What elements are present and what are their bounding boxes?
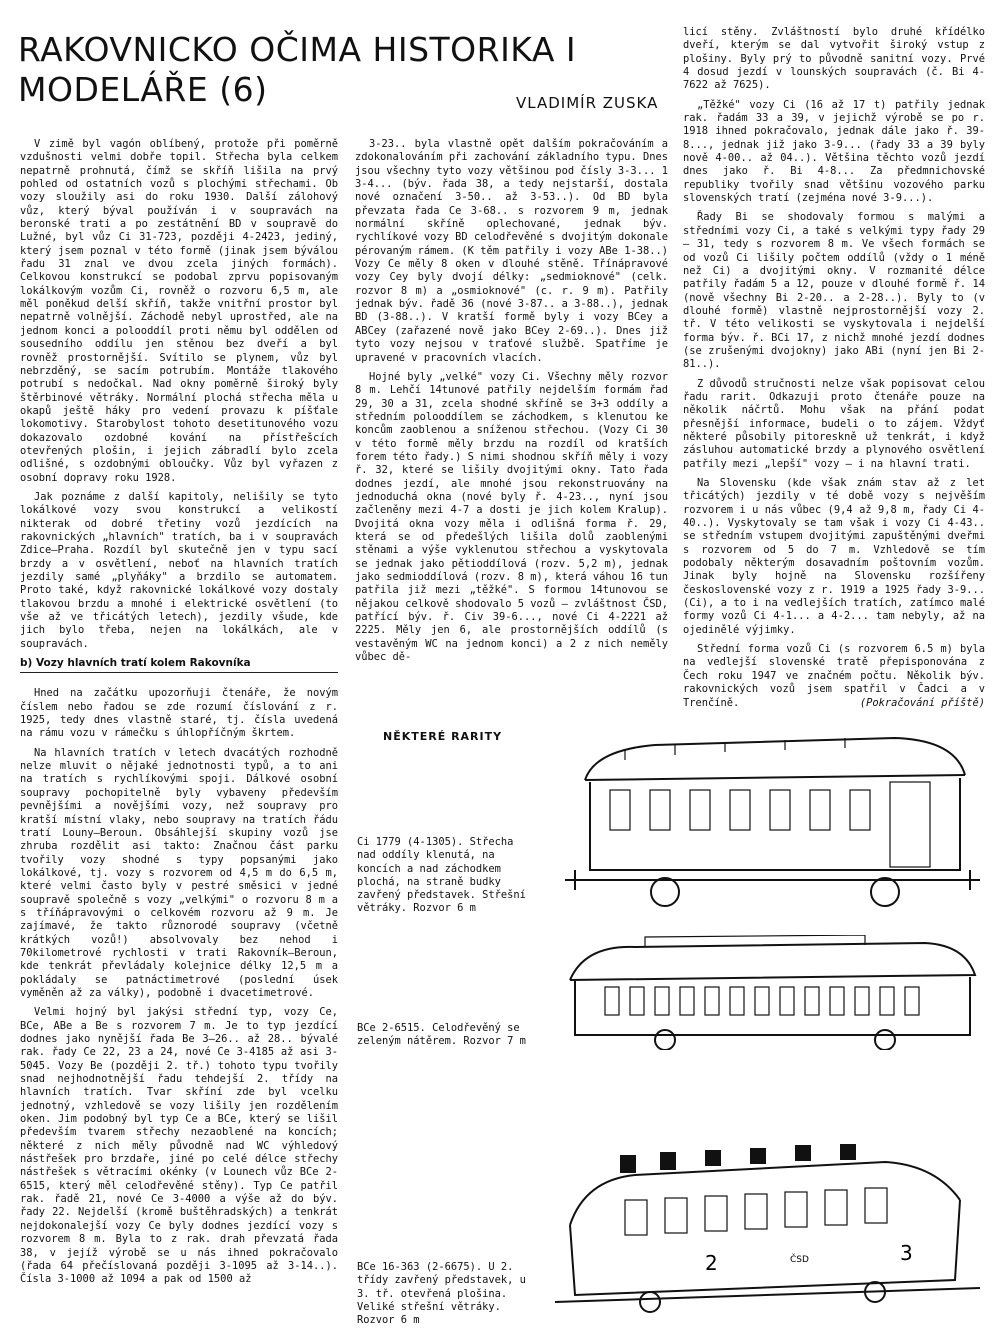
paragraph: Hojné byly „velké" vozy Ci. Všechny měly rozvor 8 m. Lehčí 14tunové patřily nejdelším formám řad 29, 30 a 31, zcela shodné skříně se 3+3 oddíly a středním polooddílem se záchodkem, s klenutou ke koncům zaoblenou a sníženou střechou. (Vozy Ci 30 v této formě měly brzdu na rozdíl od kratších forem této řady.) S nimi shodnou skříň měly i vozy ř. 32, které se lišily dvojitými okny. Tato řada dodnes jezdí, ale mnohé jsou rekonstruovány na jednoduchá okna (nové byly ř. 4-23.., nyní jsou začleněny mezi 4-7 a dosti je jich kolem Kralup). Dvojitá okna vozy měla i odlišná forma ř. 29, která se od předešlých lišila dolů zaoblenými stěnami a výše vyklenutou střechou a vyskytovala se jednak jako pětioddílová (rozv. 5,2 m), jednak jako sedmioddílová (rozv. 8 m), která váhou 16 tun patřila již mezi „těžké". S formou 14tunovou se nějakou celkově shodovalo 5 vozů — zvláštnost ČSD, patřící býv. ř. Civ 39-6..., nové Ci 4-2221 až 2225. Měly jen 6, ale prostornějších oddílů (s vestavěným WC na jednom konci) a 2 z nich neměly vůbec dě- [355, 370, 668, 664]
paragraph [683, 643, 985, 710]
section-heading: b) Vozy hlavních tratí kolem Rakovníka [20, 657, 338, 673]
article-title: RAKOVNICKO OČIMA HISTORIKA I MODELÁŘE (6) [18, 30, 577, 109]
sketch-mark-csd: ČSD [790, 1255, 809, 1265]
column-3 [683, 26, 985, 716]
paragraph-text: Střední forma vozů Ci (s rozvorem 6.5 m) byla na vedlejší slovenské tratě přepisponována z Čech roku 1947 ve značném počtu. Několik býv. rakovnických vozů jsem spatřil v Čadci a v Trenčíně. [683, 643, 985, 709]
caption-ci-1779: Ci 1779 (4-1305). Střecha nad oddíly klenutá, na koncích a nad záchodkem plochá, na straně budky zavřený představek. Střešní větráky. Rozvor 6 m [357, 836, 526, 915]
coach-sketch-bce-2-6515 [565, 935, 985, 1050]
paragraph: Z důvodů stručnosti nelze však popisovat celou řadu rarit. Odkazuji proto čtenáře pouze na několik náčrtů. Mohu však na přání podat přesnější informace, budeli o to zájem. Vždyť některé působily pitoreskně už tenkrát, i když zásluhou automatické brzdy a plynového osvětlení patřily mezi „lepší" vozy — i na hlavní trati. [683, 377, 985, 470]
sketch-mark-3: 3 [900, 1241, 913, 1265]
paragraph: 3-23.. byla vlastně opět dalším pokračováním a zdokonalováním při zachování základního typu. Dnes jsou všechny tyto vozy většinou pod čísly 3-3... 1 3-4... (býv. řada 38, a tedy nejstarší, dostala nové označení 3-50.. až 3-53..). Od BD byla převzata řada Ce 3-68.. s rozvorem 9 m, jednak normální skříně oplechované, jednak býv. rychlíkové vozy BD celodřevěné s dvojitým dokonale pérovaným rámem. (K těm patřily i vozy ABe 1-38..) Vozy Ce měly 8 oken v dlouhé stěně. Třínápravové vozy Cey byly dvojí délky: „sedmioknové" (celk. rozvor 8 m) a „osmioknové" (c. r. 9 m). Patřily jednak býv. řadě 36 (nové 3-87.. a 3-88..), jednak BD (3-88..). V kratší formě byly i vozy BCey a ABCey (zařazené nově jako BCey 2-69..). Dnes již tyto vozy nejsou v traťové službě. Spatříme je upravené v pracovních vlacích. [355, 138, 668, 364]
paragraph: Na Slovensku (kde však znám stav až z let třicátých) jezdily v té době vozy s nejvěším rozvorem i u nás vůbec (9,4 až 9,8 m, řady Ci 4-40..). Vyskytovaly se tam však i vozy Ci 4-43.. se středním vstupem dvojitými zapuštěnými dveřmi s rozvorem od 5 do 7 m. Vzhledově se tím podobaly některým dosavadním poštovním vozům. Jinak byly hojně na Slovensku rozšířeny československé vozy z r. 1919 a 1925 řady 3-9... (Ci), a to i na vedlejších tratích, zatímco malé formy vozů Ci 4-1... a 4-2... tam nebyly, až na ojedinělé výjimky. [683, 477, 985, 636]
paragraph: Velmi hojný byl jakýsi střední typ, vozy Ce, BCe, ABe a Be s rozvorem 7 m. Je to typ jezdící dodnes jako nynější řada Be 3—26.. až 28.. bývalé rak. řady Ce 22, 23 a 24, nové Ce 3-4185 až asi 3-5045. Vozy Be (později 2. tř.) tohoto typu tvořily snad nejhodnotnější řadu tehdejší 2. třídy na hlavních tratích. Tvar skříní zde byl vcelku jednotný, vzhledově se vozy lišily jen rozdělením oken. Jim podobný byl typ Ce a BCe, který se lišil především tvarem střechy nezaoblené na koncích; některé z nich měly původně nad WC výhledový nástřešek pro brzdaře, jiné po celé délce střechy nástřešek s větracími okénky (v Lounech vůz BCe 2-6515, který měl celodřevěné stěny). Typ Ce patřil rak. řadě 21, nové Ce 3-4000 a výše až do býv. řady 22. Nejdelší (kromě buštěhradských) a tenkrát nejdokonalejší vozy Ce byly dodnes jezdící vozy s rozvorem 8 m. Byla to z rak. drah převzatá řada 38, v jejíž výrobě se u nás ihned pokračovalo (řada 64 přečíslovaná později 3-1095 až 3-14..). Čísla 3-1000 až 1094 a pak od 1500 až [20, 1006, 338, 1286]
paragraph: Hned na začátku upozorňuji čtenáře, že novým číslem nebo řadou se zde rozumí číslování z r. 1925, tedy dnes vlastně staré, tj. čísla uvedená na rámu vozu v rámečku s úhlopříčným škrtem. [20, 687, 338, 740]
column-1 [20, 138, 338, 1293]
sketch-mark-2: 2 [705, 1251, 718, 1275]
caption-bce-2-6515: BCe 2-6515. Celodřevěný se zeleným nátěrem. Rozvor 7 m [357, 1022, 526, 1048]
paragraph: licí stěny. Zvláštností bylo druhé křídélko dveří, kterým se dal vytvořit široký vstup z plošiny. Byly prý to původně sanitní vozy. Prvé 4 dosud jezdí v lounských soupravách (č. Bi 4-7622 až 7625). [683, 26, 985, 92]
paragraph: Jak poznáme z další kapitoly, nelišily se tyto lokálkové vozy svou konstrukcí a velikostí nikterak od dobré třetiny vozů jezdících na rakovnických „hlavních" tratích, ba i v soupravách Zdice—Praha. Rozdíl byl skutečně jen v typu sací brzdy a v osvětlení, neboť na hlavních tratích jezdily samé „plyňáky" a brzdilo se automatem. Proto také, když rakovnické lokálkové vozy dostaly tlakovou brzdu a mnohé i elektrické osvětlení (to vše až ve třicátých letech), jezdily všude, kde jich bylo třeba, nejen na lokálkách, ale v soupravách. [20, 490, 338, 650]
paragraph: Na hlavních tratích v letech dvacátých rozhodně nelze mluvit o nějaké jednotnosti typů, a to ani na tratích s rychlíkovými spoji. Dálkové osobní soupravy pochopitelně byly vybaveny především pevnějšími a novějšími vozy, než soupravy pro kratší místní vlaky, nebo soupravy na tratích řádu tratí Louny—Beroun. Obsáhlejší skupiny vozů jse zhruba rozdělit asi takto: Značnou část parku tvořily vozy shodné s typy popsanými jako lokálkové, tj. vozy s rozvorem od 4,5 m do 6,5 m, které velmi často byly v pestré směsici v jedné soupravě společně s vozy „velkými" o rozvoru 8 m a s tříňápravovými o celkovém rozvoru až 9 m. Je zajímavé, že takto různorodé soupravy (včetně krátkých vozů!) absolvovaly bez nehod i 70kilometrové rychlosti v trati Rakovník—Beroun, kde tenkrát převládaly kolejnice délky 12,5 m a pokládaly se patnáctimetrové (poslední úsek vyměněn až za války), podobně i dvacetimetrové. [20, 746, 338, 999]
paragraph: V zimě byl vagón oblíbený, protože při poměrně vzdušnosti velmi dobře topil. Střecha byla celkem nepatrně prohnutá, čímž se skříň lišila na prvý pohled od ostatních vozů s plochými střechami. Ob vozy sloužily asi do roku 1930. Další zálohový vůz, který býval používán i v soupravách na beronské trati a po zestátnění BD v soupravě do Lužné, byl vůz Ci 31-723, později 4-2423, jediný, který jsem poznal v této formě (jinak jsem býválou řadu 31 znal ve dvou zcela jiných formách). Celkovou konstrukcí se podobal zprvu popisovaným lokálkovým vozům Ci, rovněž o rozvoru 6,5 m, ale měl poněkud delší skříň, takže vnitřní prostor byl nepatrně volnější. Záchodě nebyl uprostřed, ale na jednom konci a polooddíl proti němu byl oddělen od sousedního oddílu jen stěnou bez dveří a byl rovněž prostornější. Svítilo se plynem, vůz byl nebrzděný, se sacím potrubím. Montáže tlakového potrubí s nedočkal. Nad okny poměrně široký byly štěrbinové větráky. Normální plochá střecha měla u okapů ještě háky pro vedení provazu k píšťale lokomotivy. Starobylost tohoto desetitunového vozu dokazovalo ozdobné kování na přístřešcích otevřených plošin, i jejich zábradlí bylo zcela odlišné, s ozdobnými obloučky. Vůz byl vyřazen z osobní dopravy roku 1928. [20, 138, 338, 484]
paragraph: Řady Bi se shodovaly formou s malými a středními vozy Ci, a také s velkými typy řady 29 — 31, tedy s rozvorem 8 m. Ve všech formách se od vozů Ci lišily počtem oddílů (vždy o 1 méně než Ci) a dvojitými okny. V rozmanité délce patřily řadám 5 a 12, pouze v dlouhé formě ř. 14 (nově všechny Bi 2-20.. a 2-28..). Byly to (v dlouhé formě) vlastně nejprostornější vozy 2. tř. V této velikosti se vyskytovala i nejdelší forma býv. ř. BCi 17, z nichž mnohé jezdí dodnes (se zrušenými dvojokny) jako ABi (nyní jen Bi 2-81..). [683, 211, 985, 371]
rarities-heading: NĚKTERÉ RARITY [383, 730, 503, 743]
caption-bce-16-363: BCe 16-363 (2-6675). U 2. třídy zavřený představek, u 3. tř. otevřená plošina. Veliké střešní větráky. Rozvor 6 m [357, 1261, 526, 1327]
column-2 [355, 138, 668, 670]
coach-sketch-bce-16-363 [555, 1130, 985, 1315]
paragraph: „Těžké" vozy Ci (16 až 17 t) patřily jednak rak. řadám 33 a 39, v jejichž výrobě se po r. 1918 ihned pokračovalo, jednak dále jako ř. 39-8..., jednak již jako 3-9... (řady 33 a 39 byly nově 4-00.. až 04..). Většina těchto vozů jezdí dnes jako ř. Bi 4-8... Za předmnichovské republiky tvořily snad většinu vozového parku slovenských tratí (zejména nové 3-9...). [683, 98, 985, 205]
continued-note: (Pokračování příště) [859, 696, 985, 709]
coach-sketch-ci-1779 [565, 720, 985, 910]
article-author: VLADIMÍR ZUSKA [516, 94, 659, 112]
